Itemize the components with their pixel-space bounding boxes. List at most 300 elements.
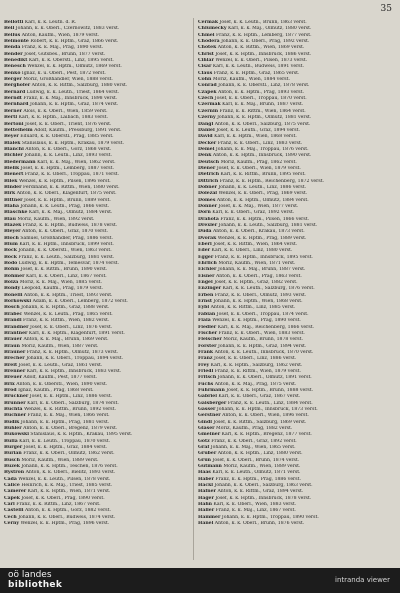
- entry-name: Eberl: [198, 242, 212, 248]
- entry-text: Josef, k. k. Leutn., Brünn, 1863 verst.: [219, 20, 307, 25]
- entry-name: Dietrich: [198, 172, 220, 178]
- viewer-brand[interactable]: intranda viewer: [335, 576, 390, 584]
- entry-text: Anton, k. k. Oberl., Bregenz, 1879 verst.: [23, 426, 118, 431]
- entry-text: Franz, k. k. Hptm., Olmütz, 1873 verst.: [26, 349, 119, 355]
- entry-text: Anton, k. k. Rittm., Graz, 1894 verst.: [217, 489, 304, 495]
- entry-text: Johann, k. k. Oberl., Troppau, 1894 verst.: [26, 356, 124, 362]
- entry-text: Josef, k. k. Oberl., Linz, 1876 verst.: [29, 324, 113, 330]
- entry-name: Blum: [4, 242, 18, 248]
- viewer-footer: [0, 568, 400, 593]
- entry-text: Josef, k. k. Hptm., Brünn, 1889 verst.: [24, 197, 111, 203]
- entry-name: Bender: [4, 51, 23, 57]
- entry-name: Haas: [198, 470, 211, 476]
- entry-name: Brabec: [4, 311, 23, 317]
- entry-name: Bellus: [4, 32, 21, 38]
- entry-text: Karl, k. k. Hptm., Klagenfurt, 1891 verst.: [28, 330, 125, 336]
- entry-name: Burian: [4, 451, 22, 457]
- entry-text: Franz, k. k. Hptm., Budweis, 1878 verst.: [22, 223, 118, 228]
- entry-text: Josef, k. k. Rittm., Wien, 1864 verst.: [213, 242, 298, 248]
- entry-text: Ignaz, k. u. Oberl., Pest, 1872 verst.: [21, 70, 106, 76]
- entry-name: Fischer: [198, 330, 218, 336]
- entry-text: Karl, k. k. Maj., Wien, 1862 verst.: [37, 159, 116, 165]
- entry-name: Bruckner: [4, 394, 29, 400]
- entry-text: Franz, k. k. Oberl., Linz, 1883 verst.: [217, 140, 303, 146]
- left-column: [4, 20, 190, 560]
- entry-name: Bock: [4, 248, 17, 254]
- entry-text: Josef, k. k. Hptm., Brünn, 1888 verst.: [226, 387, 314, 393]
- entry-text: Wenzel, k. k. Hptm., Prag, 1889 verst.: [217, 235, 307, 241]
- entry-text: Franz, k. k. Hptm., Innsbruck, 1895 verst.: [214, 254, 313, 260]
- entry-text: Franz, k. k. Leutn., Linz, 1884 verst.: [227, 400, 313, 406]
- page-number: 35: [380, 4, 392, 14]
- entry-name: Bystron: [4, 470, 25, 476]
- entry-name: Dolezal: [198, 191, 218, 197]
- entry-name: David: [198, 134, 213, 140]
- entry-name: Blažek: [4, 223, 22, 228]
- entry-text: Moriz, Kaufm., Wien, 1871 verst.: [218, 261, 296, 267]
- entry-text: Johann, k. k. Leutn., Linz, 1886 verst.: [218, 184, 307, 190]
- entry-name: Czermak: [198, 102, 221, 108]
- entry-name: Borkowski: [4, 299, 32, 305]
- entry-name: Diener: [198, 165, 216, 171]
- entry-name: Cada: [4, 476, 17, 482]
- entry-name: Blau: [4, 216, 16, 222]
- entry-text: Johann, k. k. Leutn., Linz, 1893 verst.: [24, 153, 112, 159]
- entry-text: Johann, k. k. Maj., Wien, 1865 verst.: [210, 445, 296, 451]
- entry-name: Budik: [4, 419, 20, 425]
- entry-name: Engel: [198, 280, 213, 286]
- entry-name: Chodera: [198, 39, 220, 45]
- entry-name: Benesch: [4, 64, 26, 70]
- entry-name: Böhm: [4, 267, 20, 273]
- entry-name: Hammer: [198, 514, 221, 520]
- entry-name: Berner: [4, 108, 22, 114]
- entry-text: Franz, k. k. Rittm., Wien, 1864 verst.: [219, 108, 306, 114]
- entry-name: Bodo: [4, 261, 18, 267]
- entry-name: Böck: [4, 254, 17, 260]
- entry-text: Anton, k. k. Hptm., Olmütz, 1884 verst.: [216, 197, 309, 203]
- entry-text: Franz, k. k. Maj., Prag, 1890 verst.: [21, 45, 104, 51]
- entry-text: Eduard, k. k. Oberstl., Prag, 1885 verst.: [20, 134, 114, 140]
- entry-text: Franz, k. k. Hptm., Prag, 1886 verst.: [215, 476, 301, 482]
- entry-name: Demel: [198, 146, 215, 152]
- entry-name: Bichler: [4, 153, 23, 159]
- entry-name: Bienert: [4, 172, 24, 178]
- entry-name: Brantner: [4, 330, 28, 336]
- entry-text: Karl, k. k. Oberstl., Linz, 1895 verst.: [28, 58, 114, 64]
- entry-text: Karl, k. k. Hptm., Wien, 1871 verst.: [27, 489, 111, 495]
- entry-name: Bernard: [4, 89, 26, 95]
- entry-text: Anton, k. k. Hptm., Triest, 1893 verst.: [23, 292, 113, 298]
- entry-name: Bosch: [4, 305, 20, 311]
- entry-name: Bialek: [4, 140, 21, 146]
- directory-entry: [198, 521, 394, 527]
- entry-name: Belmonte: [4, 39, 29, 45]
- entry-name: Capek: [4, 495, 20, 501]
- entry-text: Anton, k. k. Rittm., Linz, 1885 verst.: [210, 305, 296, 311]
- entry-name: Gasser: [198, 406, 216, 412]
- entry-name: Erben: [198, 292, 214, 298]
- entry-name: Biedermann: [4, 159, 36, 165]
- entry-text: Karl, k. k. Maj., Reichenberg, 1866 verst.: [217, 324, 315, 330]
- entry-name: Bernhard: [4, 102, 29, 108]
- entry-name: Hahn: [198, 502, 212, 508]
- entry-text: Anton, k. k. Oberl., Salzburg, 1875 verst.: [214, 121, 311, 127]
- entry-name: Haller: [198, 508, 215, 514]
- entry-name: Ehrlich: [198, 261, 217, 267]
- entry-name: Cihlar: [198, 58, 214, 64]
- entry-name: Czech: [198, 96, 214, 102]
- entry-text: Anton, k. k. Oberl., Prag, 1863 verst.: [215, 273, 302, 279]
- entry-text: Josef, k. k. Maj., Wien, 1877 verst.: [218, 203, 299, 209]
- entry-name: Domes: [198, 197, 216, 203]
- entry-name: Gruber: [198, 451, 217, 457]
- entry-text: Wenzel, k. k. Hptm., Olmütz, 1869 verst.: [27, 64, 122, 70]
- entry-text: Franz, k. k. Maj., Linz, 1867 verst.: [215, 508, 296, 514]
- entry-text: Adolf, Kaufm., Pressburg, 1891 verst.: [34, 127, 122, 133]
- entry-text: Wenzel, k. k. Hptm., Pilsen, 1896 verst.: [18, 178, 111, 184]
- entry-name: Forster: [198, 343, 217, 349]
- entry-name: Duda: [198, 229, 212, 235]
- entry-text: Karl, k. k. Oberl., Wien, 1883 verst.: [213, 502, 297, 508]
- entry-text: Karl, k. k. Maj., Brünn, 1887 verst.: [222, 102, 304, 108]
- entry-text: Adam, k. k. Oberl., Lemberg, 1872 verst.: [32, 299, 128, 305]
- entry-text: Karl, k. k. Oberl., Linz, 1867 verst.: [25, 273, 107, 279]
- entry-text: Karl, k. k. Oberl., Linz, 1880 verst.: [211, 248, 293, 254]
- entry-name: Bolza: [4, 280, 19, 286]
- entry-name: Buzek: [4, 464, 20, 470]
- entry-name: Conrad: [198, 83, 217, 89]
- entry-name: Carl: [4, 502, 15, 508]
- entry-text: Johann, k. k. Hptm., Teschen, 1876 verst.: [21, 464, 118, 470]
- entry-name: Denk: [198, 153, 212, 159]
- entry-text: Johann, k. k. Hptm., Olmütz, 1881 verst.: [217, 115, 312, 121]
- entry-text: Ignaz, Kaufm., Prag, 1868 verst.: [18, 387, 94, 393]
- entry-name: Drahota: [198, 216, 219, 222]
- entry-name: Eder: [198, 248, 211, 254]
- entry-name: Chlumecky: [198, 26, 227, 32]
- entry-text: Moriz, Kaufm., Brünn, 1878 verst.: [223, 337, 303, 343]
- entry-name: Brandner: [4, 324, 29, 330]
- entry-text: Josef, k. k. Hptm., Graz, 1884 verst.: [23, 445, 108, 451]
- entry-name: Frank: [198, 349, 214, 355]
- entry-name: Castelli: [4, 508, 24, 514]
- entry-name: Bukowski: [4, 432, 29, 438]
- entry-name: Berndt: [4, 96, 22, 102]
- entry-text: Ludwig, k. k. Leutn., Triest, 1864 verst.: [26, 89, 120, 95]
- entry-name: Cohn: [198, 77, 212, 83]
- entry-text: Josef, k. k. Leutn., Graz, 1861 verst.: [18, 362, 103, 368]
- entry-text: Anton, k. k. Oberl., Krakau, 1873 verst.: [212, 229, 305, 235]
- entry-text: Josef, k. k. Rittm., Brünn, 1890 verst.: [20, 267, 108, 273]
- entry-name: Frey: [198, 362, 210, 368]
- entry-text: Franz, k. k. Maj., Innsbruck, 1898 verst.: [23, 96, 118, 102]
- entry-name: Hager: [198, 495, 214, 501]
- entry-text: Karl, k. k. Leutn., Salzburg, 1876 verst.: [222, 286, 315, 292]
- entry-name: Bianchi: [4, 146, 24, 152]
- entry-text: Anton, k. k. Hptm., Linz, 1880 verst.: [217, 451, 303, 457]
- entry-text: Robert, k. k. Hptm., Graz, 1866 verst.: [30, 39, 119, 45]
- entry-text: Anton, k. k. Oberl., Görz, 1868 verst.: [25, 146, 112, 152]
- entry-name: Gmeiner: [198, 432, 221, 438]
- entry-name: Breuer: [4, 375, 22, 381]
- entry-text: Anton, k. k. Hptm., Innsbruck, 1890 verst.: [212, 153, 312, 159]
- entry-name: Friedl: [198, 368, 214, 374]
- entry-name: Bertoni: [4, 121, 24, 127]
- entry-name: Glaser: [198, 426, 215, 431]
- entry-text: Anton, k. k. Leutn., Innsbruck, 1870 verst.: [214, 349, 314, 355]
- entry-text: Karl, k. k. Leutn. d. R.: [24, 20, 77, 25]
- entry-text: Moriz, Kaufm., Wien, 1889 verst.: [21, 457, 99, 463]
- entry-name: Eisner: [198, 273, 215, 279]
- entry-text: Karl, k. k. Oberl., Graz, 1892 verst.: [212, 210, 295, 216]
- entry-name: Bleyer: [4, 229, 21, 235]
- entry-name: Berger: [4, 77, 22, 83]
- entry-name: Chotek: [198, 45, 217, 51]
- entry-text: Johann, k. k. Oberl., Czernowitz, 1883 verst.: [15, 26, 120, 32]
- entry-text: Ferdinand, k. k. Rittm., Wien, 1880 verst.: [23, 184, 120, 190]
- entry-name: Brix: [4, 381, 15, 387]
- entry-name: Franz: [198, 356, 213, 362]
- entry-text: Anton, Kaufm., Wien, 1879 verst.: [21, 32, 100, 38]
- entry-text: Johann, k. k. Hptm., Prag, 1881 verst.: [20, 419, 110, 425]
- entry-text: Moriz, k. k. Maj., Wien, 1885 verst.: [19, 280, 102, 286]
- entry-text: Anton, k. k. Rittm., Wien, 1869 verst.: [217, 45, 305, 51]
- entry-text: Wenzel, k. k. Hptm., Prag, 1890 verst.: [212, 318, 301, 324]
- entry-text: Anton, k. k. Oberl., Brünn, 1876 verst.: [214, 521, 305, 527]
- entry-text: Karl, k. k. Maj., Olmütz, 1884 verst.: [28, 210, 113, 216]
- entry-name: Bellotti: [4, 20, 24, 25]
- entry-name: Benda: [4, 45, 21, 51]
- entry-text: Franz, k. k. Maj., Wien, 1866 verst.: [27, 413, 110, 419]
- entry-name: Brod: [4, 387, 17, 393]
- entry-text: Franz, k. k. Oberl., Graz, 1892 verst.: [211, 438, 297, 444]
- entry-name: Egger: [198, 254, 214, 260]
- entry-name: Donner: [198, 203, 218, 209]
- entry-name: Daniel: [198, 127, 215, 133]
- library-logo[interactable]: [8, 570, 62, 590]
- entry-name: Böhmer: [4, 273, 25, 279]
- entry-text: Anton, k. k. Hptm., Görz, 1882 verst.: [24, 508, 111, 514]
- entry-name: Graf: [198, 445, 210, 451]
- entry-text: Franz, k. k. Rittm., Linz, 1867 verst.: [16, 502, 101, 508]
- entry-text: Josef, k. k. Rittm., Salzburg, 1869 verst.: [213, 419, 307, 425]
- entry-name: Brandl: [4, 318, 22, 324]
- entry-text: Johann, k. k. Hptm., Graz, 1874 verst.: [29, 102, 119, 108]
- logo-line-2: bibliothek: [8, 580, 63, 590]
- entry-name: Dittrich: [198, 178, 219, 184]
- entry-text: Josef, k. k. Hptm., Innsbruck, 1886 verst.: [215, 51, 312, 57]
- entry-text: Moriz, Kaufm., Prag, 1882 verst.: [216, 426, 293, 431]
- entry-text: Johann, k. k. Oberstl., Wien, 1863 verst.: [18, 248, 112, 254]
- entry-name: Decker: [198, 140, 217, 146]
- entry-text: Johann, k. k. Leutn., Salzburg, 1881 verst.: [218, 223, 318, 228]
- entry-name: Berghofer: [4, 83, 31, 89]
- entry-text: Josef, k. k. Oberl., Brünn, 1874 verst.: [212, 457, 300, 463]
- entry-name: Breit: [4, 362, 18, 368]
- entry-text: Franz, k. k. Leutn., Salzburg, 1881 verst.: [18, 254, 115, 260]
- entry-name: Dvorak: [198, 235, 217, 241]
- entry-text: Franz, k. k. Oberl., Olmütz, 1862 verst.: [23, 451, 115, 457]
- entry-text: Johann, k. k. Maj., Brünn, 1887 verst.: [217, 267, 306, 273]
- entry-text: Anton, k. k. Maj., Prag, 1875 verst.: [214, 381, 297, 387]
- entry-text: Josef, k. k. Hptm., Linz, 1886 verst.: [29, 394, 113, 400]
- entry-text: Karl, k. k. Hptm., Wien, 1868 verst.: [214, 134, 297, 140]
- entry-text: Karl, k. k. Hptm., Bregenz, 1877 verst.: [221, 432, 312, 438]
- entry-name: Benkö: [4, 70, 21, 76]
- entry-name: Cerny: [4, 521, 20, 527]
- entry-name: Christ: [198, 51, 214, 57]
- entry-text: Moriz, Großhändler, Wien, 1888 verst.: [23, 77, 113, 83]
- entry-text: Johann, k. k. Hptm., Graz, 1888 verst.: [21, 305, 110, 311]
- right-column: [198, 20, 394, 560]
- entry-text: Anton, k. k. Oberl., Bielitz, 1893 verst.: [25, 470, 116, 476]
- entry-name: Fabian: [198, 311, 216, 317]
- entry-name: Fiedler: [198, 324, 217, 330]
- entry-text: Josef, k. k. Oberl., Prag, 1890 verst.: [21, 495, 105, 501]
- entry-text: Anton, k. k. Oberl., Klagenfurt, 1875 verst.: [16, 191, 117, 197]
- entry-name: Buchner: [4, 413, 27, 419]
- entry-text: Franz, k. k. Hptm., Pilsen, 1866 verst.: [220, 216, 310, 222]
- entry-text: Wenzel, k. k. Oberl., Prag, 1869 verst.: [218, 191, 308, 197]
- entry-name: Blaschke: [4, 210, 28, 216]
- column-divider: [193, 18, 194, 560]
- entry-name: Brecher: [4, 356, 25, 362]
- entry-name: Götz: [198, 438, 210, 444]
- entry-text: Karl, k. k. Leutn., Olmütz, 1871 verst.: [212, 470, 301, 476]
- entry-text: Johann, k. k. Oberl., Budweis, 1874 verst.: [18, 514, 116, 520]
- entry-name: Fuhrmann: [198, 387, 225, 393]
- entry-name: Dorn: [198, 210, 211, 216]
- entry-text: Heinrich, k. k. Maj., Triest, 1885 verst.: [21, 483, 113, 489]
- entry-text: Karl, k. k. Leutn., Troppau, 1870 verst.: [19, 438, 111, 444]
- entry-name: Blaha: [4, 203, 19, 209]
- entry-text: Anton, k. k. Oberstl., Wien, 1890 verst.: [16, 381, 108, 387]
- entry-name: Bulla: [4, 438, 18, 444]
- entry-name: Camerer: [4, 489, 27, 495]
- logo-line-1: oö landes: [8, 570, 52, 580]
- entry-name: Beyer: [4, 134, 19, 140]
- entry-text: Johann, k. k. Oberl., Olmütz, 1891 verst.: [217, 375, 312, 381]
- entry-name: Fleischer: [198, 337, 222, 343]
- entry-text: Franz, k. k. Oberl., Troppau, 1871 verst.: [24, 172, 119, 178]
- entry-text: Johann, k. k. Oberstl., Linz, 1878 verst.: [218, 83, 310, 89]
- entry-text: Wenzel, k. k. Leutn., Pilsen, 1878 verst.: [18, 476, 111, 482]
- entry-text: Leopold, Kaufm., Prag, 1879 verst.: [21, 286, 103, 292]
- entry-name: Haber: [198, 476, 214, 482]
- entry-name: Ernst: [198, 299, 212, 305]
- entry-text: Wenzel, k. k. Rittm., Brünn, 1892 verst.: [23, 406, 116, 412]
- entry-name: Gutmann: [198, 464, 222, 470]
- entry-text: Alois, k. k. Oberl., Wien, 1859 verst.: [23, 108, 108, 114]
- entry-name: Cech: [4, 514, 17, 520]
- entry-text: Josef, Gutsbes., Brünn, 1877 verst.: [24, 51, 106, 57]
- entry-text: Moriz, Kaufm., Wien, 1892 verst.: [17, 216, 95, 222]
- entry-name: Dangl: [198, 121, 214, 127]
- entry-text: Johann, k. k. Maj., Troppau, 1876 verst.: [215, 146, 309, 152]
- entry-name: Brauner: [4, 349, 26, 355]
- entry-text: Franz, k. k. Oberl., Wien, 1883 verst.: [218, 330, 305, 336]
- entry-name: Cermak: [198, 20, 219, 25]
- entry-name: Brauer: [4, 337, 22, 343]
- entry-text: Franz, k. k. Rittm., Wien, 1882 verst.: [23, 318, 110, 324]
- entry-text: Johann, k. k. Oberl., Salzburg, 1863 verst.: [214, 483, 313, 489]
- entry-text: Moriz, Kaufm., Prag, 1862 verst.: [220, 159, 297, 165]
- entry-name: Braun: [4, 343, 20, 349]
- entry-name: Deutsch: [198, 159, 220, 165]
- entry-name: Bertl: [4, 115, 18, 121]
- entry-text: Josef, k. k. Oberl., Wien, 1879 verst.: [216, 165, 301, 171]
- entry-text: Karl, k. k. Oberl., Graz, 1867 verst.: [218, 394, 301, 400]
- entry-text: Johann, k. k. Oberl., Prag, 1892 verst.: [221, 39, 310, 45]
- entry-name: Grün: [198, 457, 212, 463]
- entry-text: Karl, k. k. Oberl., Salzburg, 1874 verst.: [27, 400, 119, 406]
- entry-name: Cisar: [198, 64, 212, 70]
- entry-text: Moriz, Kaufm., Wien, 1889 verst.: [223, 464, 301, 470]
- entry-text: Franz, k. k. Hptm., Graz, 1865 verst.: [213, 70, 300, 76]
- entry-name: Brunner: [4, 400, 26, 406]
- entry-name: Bielik: [4, 165, 20, 171]
- entry-name: Bell: [4, 26, 15, 32]
- entry-name: Bloch: [4, 235, 19, 241]
- entry-text: Karl, k. k. Hptm., Innsbruck, 1899 verst.: [19, 242, 114, 248]
- entry-name: Bilek: [4, 178, 18, 184]
- entry-text: Karl, k. k. Hptm., Innsbruck, 1883 verst.: [26, 368, 122, 374]
- entry-name: Hanel: [198, 521, 214, 527]
- entry-text: Josef, k. k. Hptm., Lemberg, 1887 verst.: [20, 165, 114, 171]
- entry-name: Eichler: [198, 267, 217, 273]
- entry-text: Karl, k. k. Leutn., Budweis, 1891 verst.: [212, 64, 304, 70]
- entry-name: Drexler: [198, 223, 218, 228]
- entry-name: Fritsch: [198, 375, 217, 381]
- entry-text: Anton, k. k. Rittm., Salzburg, 1880 verst.: [31, 83, 128, 89]
- entry-text: Karl, k. k. Hptm., Laibach, 1883 verst.: [18, 115, 108, 121]
- entry-text: Wenzel, k. k. Oberl., Pilsen, 1873 verst.: [215, 58, 308, 64]
- entry-name: Enzinger: [198, 286, 222, 292]
- entry-text: Anton, k. k. Hptm., Prag, 1893 verst.: [218, 89, 304, 95]
- entry-name: Gabriel: [198, 394, 217, 400]
- entry-name: Czapek: [198, 89, 217, 95]
- entry-name: Gerstner: [198, 413, 221, 419]
- entry-name: Dobner: [198, 184, 217, 190]
- entry-name: Eybl: [198, 305, 210, 311]
- entry-text: Josef, k. k. Oberl., Troppau, 1874 verst.: [216, 311, 309, 317]
- entry-name: Bühler: [4, 426, 22, 431]
- entry-name: Bondy: [4, 286, 21, 292]
- entry-name: Hackl: [198, 483, 214, 489]
- entry-text: Anton, k. k. Oberl., Wien, 1896 verst.: [222, 413, 309, 419]
- entry-text: Josef, k. k. Oberl., Troppau, 1870 verst.: [214, 96, 307, 102]
- entry-text: Josef, k. k. Hptm., Innsbruck, 1878 verst.: [215, 495, 312, 501]
- entry-text: Karl, k. k. Rittm., Brünn, 1895 verst.: [220, 172, 306, 178]
- entry-text: Moriz, Kaufm., Wien, 1884 verst.: [212, 77, 290, 83]
- entry-name: Binder: [4, 184, 22, 190]
- entry-name: Hafner: [198, 489, 216, 495]
- entry-name: Bettelheim: [4, 127, 33, 133]
- entry-text: Wenzel, k. k. Leutn., Prag, 1865 verst.: [23, 311, 113, 317]
- entry-name: Bittner: [4, 197, 23, 203]
- entry-name: Buchta: [4, 406, 23, 412]
- entry-name: Fiala: [198, 318, 211, 324]
- entry-text: Franz, k. k. Hptm., Reichenberg, 1872 verst.: [219, 178, 325, 184]
- entry-name: Bonelli: [4, 292, 23, 298]
- entry-text: Stanislaus, k. k. Hptm., Krakau, 1895 verst.: [30, 432, 133, 438]
- entry-text: Franz, k. k. Rittm., Wien, 1879 verst.: [214, 368, 301, 374]
- entry-name: Busch: [4, 457, 20, 463]
- entry-text: Johann, k. k. Hptm., Innsbruck, 1873 verst.: [216, 406, 318, 412]
- entry-name: Gindl: [198, 419, 212, 425]
- entry-name: Czernin: [198, 108, 219, 114]
